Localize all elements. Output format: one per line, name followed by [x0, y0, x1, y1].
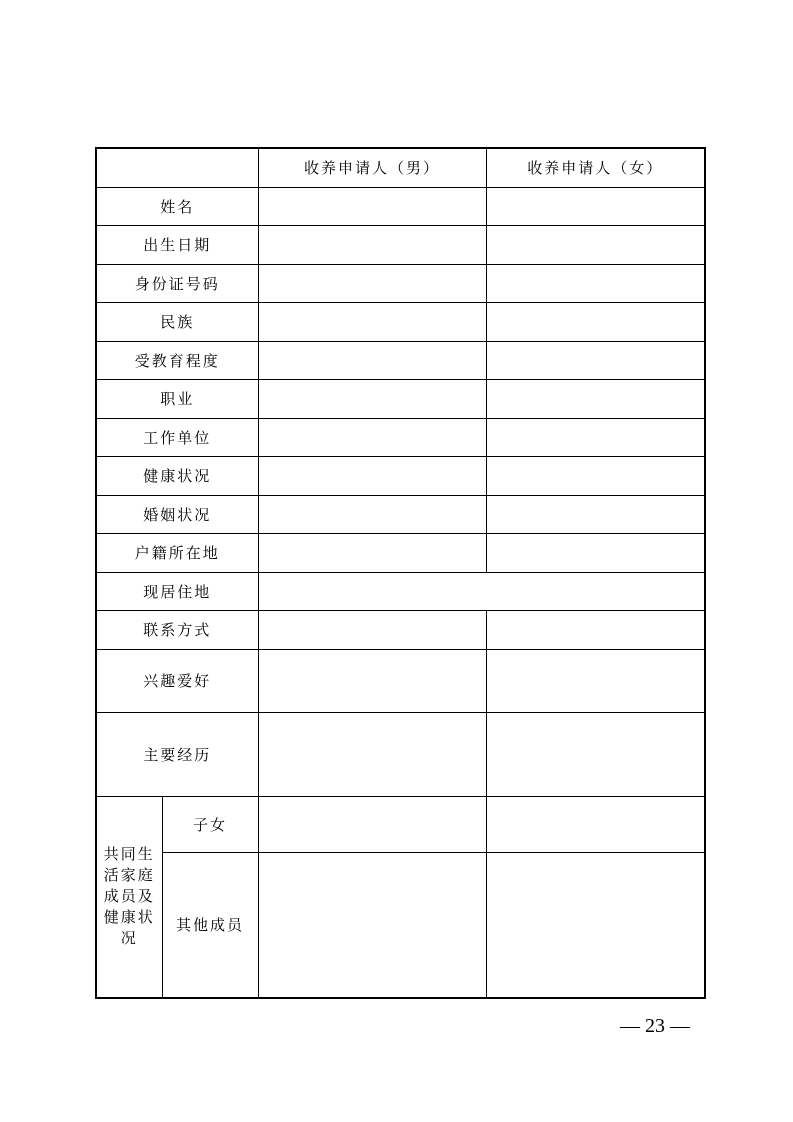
row-education: [96, 341, 705, 379]
field-workplace-female[interactable]: [486, 418, 705, 456]
family-label-line: 共同生: [103, 845, 155, 864]
row-other-members: [96, 852, 705, 998]
field-other-members-female[interactable]: [486, 852, 705, 998]
field-household-location-female[interactable]: [486, 533, 705, 572]
field-hobbies-male[interactable]: [258, 649, 486, 712]
row-hobbies: [96, 649, 705, 712]
field-marital-status-female[interactable]: [486, 495, 705, 533]
field-health-male[interactable]: [258, 456, 486, 495]
family-label-line: 健康状: [103, 908, 155, 927]
family-label-line: 活家庭: [103, 866, 155, 885]
field-ethnicity-female[interactable]: [486, 302, 705, 341]
label-birth-date: 出生日期: [96, 225, 258, 264]
row-marital-status: [96, 495, 705, 533]
field-contact-female[interactable]: [486, 610, 705, 649]
label-health: 健康状况: [96, 456, 258, 495]
field-id-number-female[interactable]: [486, 264, 705, 302]
field-birth-date-male[interactable]: [258, 225, 486, 264]
label-family-members: [96, 796, 162, 998]
family-label-line: 成员及: [103, 887, 155, 906]
field-occupation-male[interactable]: [258, 379, 486, 418]
row-occupation: [96, 379, 705, 418]
header-male-applicant: 收养申请人（男）: [258, 148, 486, 187]
field-other-members-male[interactable]: [258, 852, 486, 998]
field-experience-male[interactable]: [258, 712, 486, 796]
label-experience: 主要经历: [96, 712, 258, 796]
header-row: [96, 148, 705, 187]
field-ethnicity-male[interactable]: [258, 302, 486, 341]
field-hobbies-female[interactable]: [486, 649, 705, 712]
row-household-location: [96, 533, 705, 572]
adoption-application-table: [95, 147, 706, 999]
field-education-female[interactable]: [486, 341, 705, 379]
field-experience-female[interactable]: [486, 712, 705, 796]
field-children-female[interactable]: [486, 796, 705, 852]
field-health-female[interactable]: [486, 456, 705, 495]
field-household-location-male[interactable]: [258, 533, 486, 572]
field-name-male[interactable]: [258, 187, 486, 225]
header-female-applicant: 收养申请人（女）: [486, 148, 705, 187]
header-corner-cell: [96, 148, 258, 187]
label-children: 子女: [162, 796, 258, 852]
row-children: [96, 796, 705, 852]
row-workplace: [96, 418, 705, 456]
label-occupation: 职业: [96, 379, 258, 418]
row-experience: [96, 712, 705, 796]
row-id-number: [96, 264, 705, 302]
label-household-location: 户籍所在地: [96, 533, 258, 572]
field-occupation-female[interactable]: [486, 379, 705, 418]
label-hobbies: 兴趣爱好: [96, 649, 258, 712]
field-current-residence[interactable]: [258, 572, 705, 610]
label-workplace: 工作单位: [96, 418, 258, 456]
field-children-male[interactable]: [258, 796, 486, 852]
field-contact-male[interactable]: [258, 610, 486, 649]
label-education: 受教育程度: [96, 341, 258, 379]
row-ethnicity: [96, 302, 705, 341]
label-other-members: 其他成员: [162, 852, 258, 998]
field-marital-status-male[interactable]: [258, 495, 486, 533]
field-education-male[interactable]: [258, 341, 486, 379]
label-ethnicity: 民族: [96, 302, 258, 341]
field-name-female[interactable]: [486, 187, 705, 225]
row-contact: [96, 610, 705, 649]
row-name: [96, 187, 705, 225]
field-birth-date-female[interactable]: [486, 225, 705, 264]
family-label-line: 况: [120, 929, 138, 948]
row-health: [96, 456, 705, 495]
label-name: 姓名: [96, 187, 258, 225]
label-id-number: 身份证号码: [96, 264, 258, 302]
label-current-residence: 现居住地: [96, 572, 258, 610]
label-contact: 联系方式: [96, 610, 258, 649]
field-workplace-male[interactable]: [258, 418, 486, 456]
label-marital-status: 婚姻状况: [96, 495, 258, 533]
page-number: — 23 —: [620, 1015, 690, 1037]
row-current-residence: [96, 572, 705, 610]
row-birth-date: [96, 225, 705, 264]
field-id-number-male[interactable]: [258, 264, 486, 302]
